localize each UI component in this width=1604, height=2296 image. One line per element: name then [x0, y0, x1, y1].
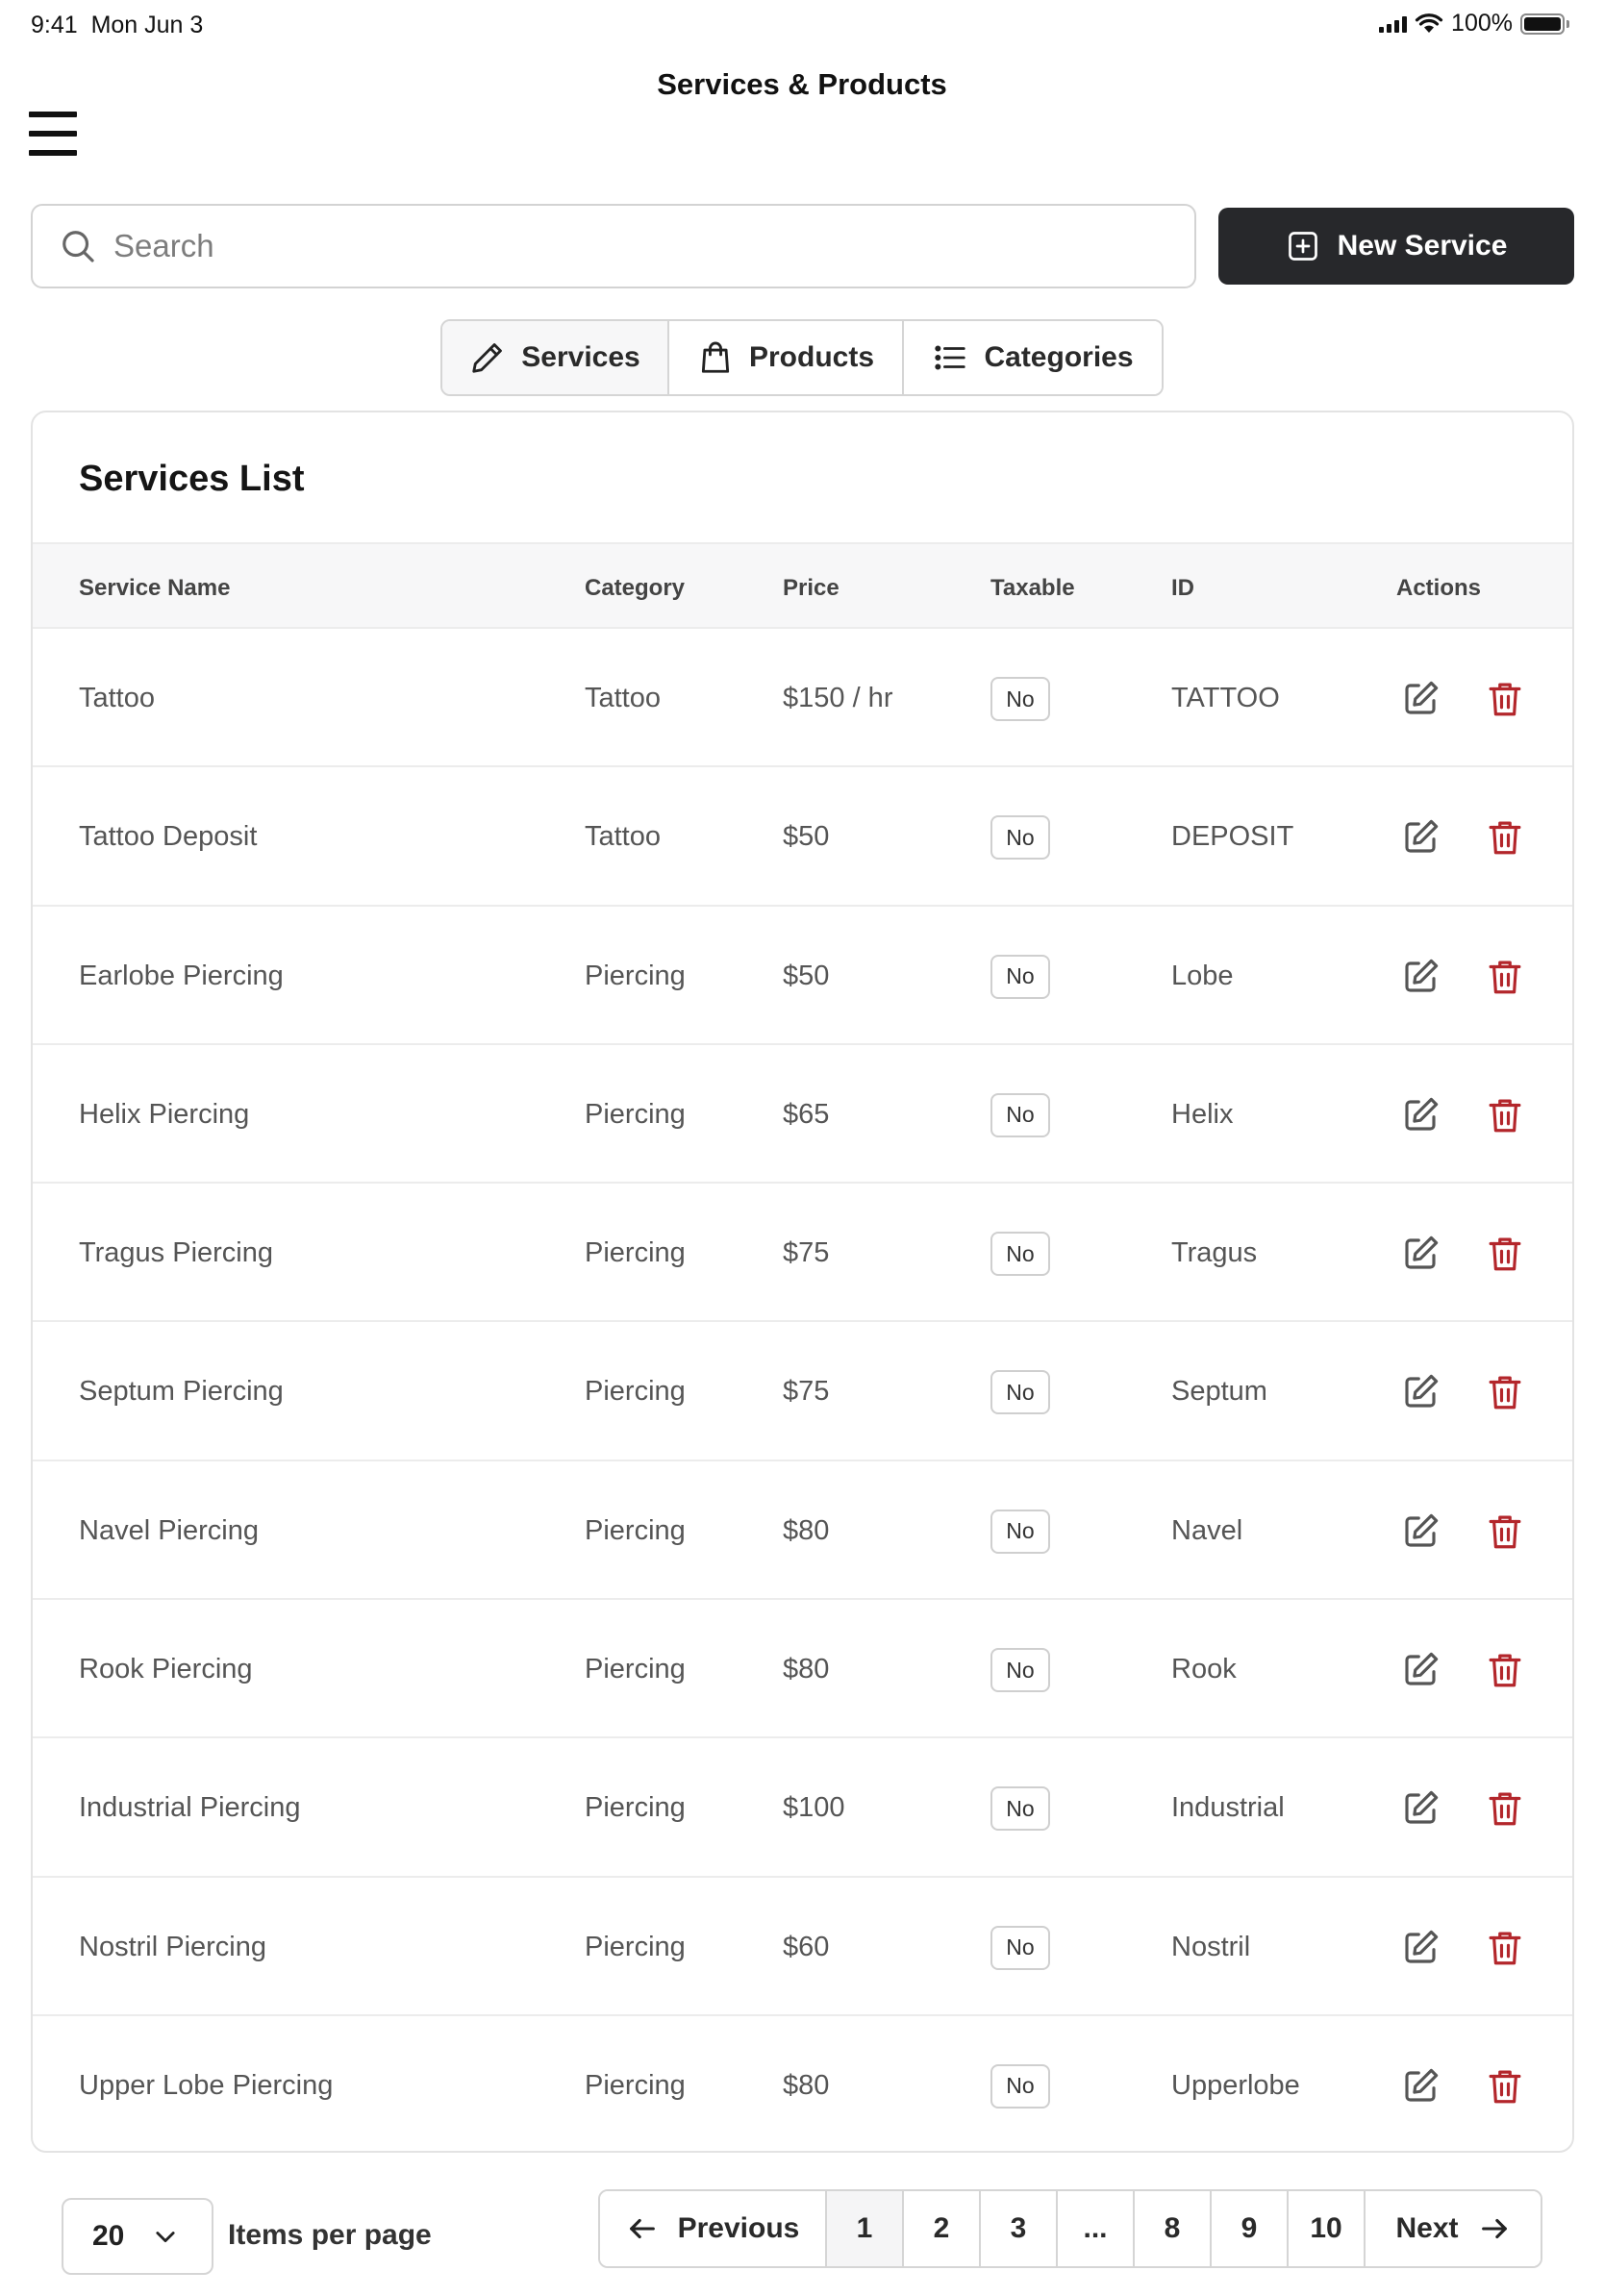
- page-button-1[interactable]: 1: [827, 2191, 904, 2266]
- page-button-2[interactable]: 2: [904, 2191, 981, 2266]
- column-header-id[interactable]: ID: [1171, 575, 1194, 601]
- service-category: Piercing: [585, 1654, 686, 1685]
- service-price: $100: [783, 1792, 845, 1824]
- edit-icon[interactable]: [1398, 1786, 1442, 1831]
- previous-page-button[interactable]: [600, 2191, 827, 2266]
- table-row: [33, 1045, 1572, 1184]
- table-row: [33, 2016, 1572, 2153]
- service-category: Piercing: [585, 1931, 686, 1962]
- trash-icon[interactable]: [1483, 815, 1527, 860]
- tab-label: Services: [521, 341, 640, 373]
- items-per-page-value: 20: [92, 2220, 125, 2252]
- trash-icon[interactable]: [1483, 1510, 1527, 1554]
- edit-icon[interactable]: [1398, 1648, 1442, 1692]
- new-service-label: New Service: [1337, 230, 1508, 262]
- status-clock: 9:41: [31, 12, 78, 38]
- service-name: Rook Piercing: [79, 1654, 253, 1685]
- new-service-button[interactable]: [1218, 208, 1574, 285]
- service-category: Tattoo: [585, 683, 661, 713]
- table-row: [33, 907, 1572, 1045]
- edit-icon[interactable]: [1398, 955, 1442, 999]
- wifi-icon: [1415, 13, 1443, 35]
- status-date: Mon Jun 3: [90, 12, 204, 38]
- trash-icon[interactable]: [1483, 677, 1527, 721]
- previous-label: Previous: [677, 2212, 800, 2244]
- service-id: Industrial: [1171, 1792, 1285, 1824]
- trash-icon[interactable]: [1483, 1926, 1527, 1970]
- page-button-3[interactable]: 3: [981, 2191, 1058, 2266]
- service-name: Tragus Piercing: [79, 1237, 274, 1269]
- page-button-9[interactable]: 9: [1212, 2191, 1289, 2266]
- trash-icon[interactable]: [1483, 1648, 1527, 1692]
- taxable-badge: No: [990, 1786, 1050, 1831]
- taxable-badge: No: [990, 1510, 1050, 1554]
- table-header: [33, 542, 1572, 629]
- service-id: Septum: [1171, 1376, 1267, 1408]
- service-price: $75: [783, 1237, 830, 1269]
- taxable-badge: No: [990, 1232, 1050, 1276]
- service-name: Nostril Piercing: [79, 1931, 266, 1962]
- edit-icon[interactable]: [1398, 1370, 1442, 1414]
- chevron-down-icon: [152, 2223, 179, 2250]
- next-label: Next: [1395, 2212, 1459, 2244]
- shopping-bag-icon: [697, 339, 734, 376]
- trash-icon[interactable]: [1483, 1093, 1527, 1137]
- service-price: $150 / hr: [783, 683, 893, 713]
- table-row: [33, 629, 1572, 767]
- tab-products[interactable]: [669, 321, 904, 394]
- taxable-badge: No: [990, 1093, 1050, 1137]
- service-name: Navel Piercing: [79, 1514, 259, 1546]
- service-category: Piercing: [585, 1376, 686, 1408]
- edit-icon[interactable]: [1398, 2064, 1442, 2109]
- items-per-page-select[interactable]: [62, 2198, 213, 2275]
- service-price: $50: [783, 821, 830, 853]
- edit-icon[interactable]: [1398, 1093, 1442, 1137]
- column-header-actions: Actions: [1396, 575, 1482, 601]
- service-id: Nostril: [1171, 1931, 1251, 1962]
- items-per-page-label: Items per page: [228, 2219, 432, 2251]
- service-id: TATTOO: [1171, 683, 1280, 713]
- table-row: [33, 1738, 1572, 1877]
- status-time: [31, 12, 203, 39]
- service-name: Tattoo Deposit: [79, 821, 258, 853]
- service-name: Helix Piercing: [79, 1098, 250, 1130]
- edit-icon[interactable]: [1398, 1510, 1442, 1554]
- table-row: [33, 1322, 1572, 1460]
- service-category: Piercing: [585, 2069, 686, 2101]
- hamburger-menu-icon[interactable]: [29, 112, 77, 156]
- edit-icon[interactable]: [1398, 815, 1442, 860]
- service-price: $80: [783, 2069, 830, 2101]
- column-header-category[interactable]: Category: [585, 575, 686, 601]
- tab-label: Products: [748, 341, 875, 373]
- services-list-card: [31, 411, 1574, 2153]
- taxable-badge: No: [990, 955, 1050, 999]
- trash-icon[interactable]: [1483, 1232, 1527, 1276]
- service-price: $50: [783, 960, 830, 991]
- search-icon: [60, 228, 96, 264]
- service-name: Earlobe Piercing: [79, 960, 284, 991]
- trash-icon[interactable]: [1483, 2064, 1527, 2109]
- service-id: Lobe: [1171, 960, 1234, 991]
- tab-label: Categories: [984, 341, 1134, 373]
- service-name: Upper Lobe Piercing: [79, 2069, 334, 2101]
- page-ellipsis: ...: [1058, 2191, 1135, 2266]
- page-button-10[interactable]: 10: [1289, 2191, 1366, 2266]
- service-id: Rook: [1171, 1654, 1237, 1685]
- search-bar[interactable]: [31, 204, 1196, 288]
- card-title: Services List: [79, 459, 305, 499]
- service-name: Septum Piercing: [79, 1376, 284, 1408]
- page-title: Services & Products: [657, 67, 947, 101]
- taxable-badge: No: [990, 1648, 1050, 1692]
- service-price: $60: [783, 1931, 830, 1962]
- service-category: Piercing: [585, 1237, 686, 1269]
- service-price: $75: [783, 1376, 830, 1408]
- service-id: Navel: [1171, 1514, 1243, 1546]
- service-id: Helix: [1171, 1098, 1234, 1130]
- table-row: [33, 767, 1572, 906]
- table-row: [33, 1600, 1572, 1738]
- edit-icon[interactable]: [1398, 1926, 1442, 1970]
- list-icon: [932, 339, 968, 376]
- tab-categories[interactable]: [904, 321, 1162, 394]
- service-category: Piercing: [585, 1098, 686, 1130]
- search-input[interactable]: [113, 228, 1171, 264]
- battery-icon: [1520, 13, 1569, 35]
- service-price: $80: [783, 1514, 830, 1546]
- service-category: Piercing: [585, 1792, 686, 1824]
- battery-percentage: 100%: [1451, 10, 1513, 37]
- table-row: [33, 1184, 1572, 1322]
- service-price: $80: [783, 1654, 830, 1685]
- pencil-icon: [469, 339, 506, 376]
- next-page-button[interactable]: [1366, 2191, 1541, 2266]
- pagination: [598, 2189, 1542, 2268]
- service-category: Piercing: [585, 960, 686, 991]
- trash-icon[interactable]: [1483, 1370, 1527, 1414]
- arrow-right-icon: [1478, 2212, 1511, 2245]
- service-id: Tragus: [1171, 1237, 1258, 1269]
- service-id: DEPOSIT: [1171, 821, 1294, 853]
- service-category: Piercing: [585, 1514, 686, 1546]
- trash-icon[interactable]: [1483, 955, 1527, 999]
- edit-icon[interactable]: [1398, 677, 1442, 721]
- taxable-badge: No: [990, 815, 1050, 860]
- trash-icon[interactable]: [1483, 1786, 1527, 1831]
- edit-icon[interactable]: [1398, 1232, 1442, 1276]
- service-name: Tattoo: [79, 683, 155, 713]
- service-price: $65: [783, 1098, 830, 1130]
- table-body: [33, 629, 1572, 2153]
- service-category: Tattoo: [585, 821, 661, 853]
- table-row: [33, 1878, 1572, 2016]
- status-indicators: [1379, 10, 1569, 37]
- column-header-service-name[interactable]: Service Name: [79, 575, 231, 601]
- column-header-taxable[interactable]: Taxable: [990, 575, 1075, 601]
- arrow-left-icon: [626, 2212, 659, 2245]
- service-name: Industrial Piercing: [79, 1792, 301, 1824]
- status-bar: [0, 0, 1604, 48]
- table-row: [33, 1461, 1572, 1600]
- cellular-signal-icon: [1379, 15, 1407, 33]
- page-button-8[interactable]: 8: [1135, 2191, 1212, 2266]
- section-tabs: [440, 319, 1164, 396]
- tab-services[interactable]: [442, 321, 669, 394]
- plus-square-icon: [1286, 229, 1320, 263]
- taxable-badge: No: [990, 2064, 1050, 2109]
- taxable-badge: No: [990, 1926, 1050, 1970]
- taxable-badge: No: [990, 1370, 1050, 1414]
- column-header-price[interactable]: Price: [783, 575, 840, 601]
- taxable-badge: No: [990, 677, 1050, 721]
- service-id: Upperlobe: [1171, 2069, 1300, 2101]
